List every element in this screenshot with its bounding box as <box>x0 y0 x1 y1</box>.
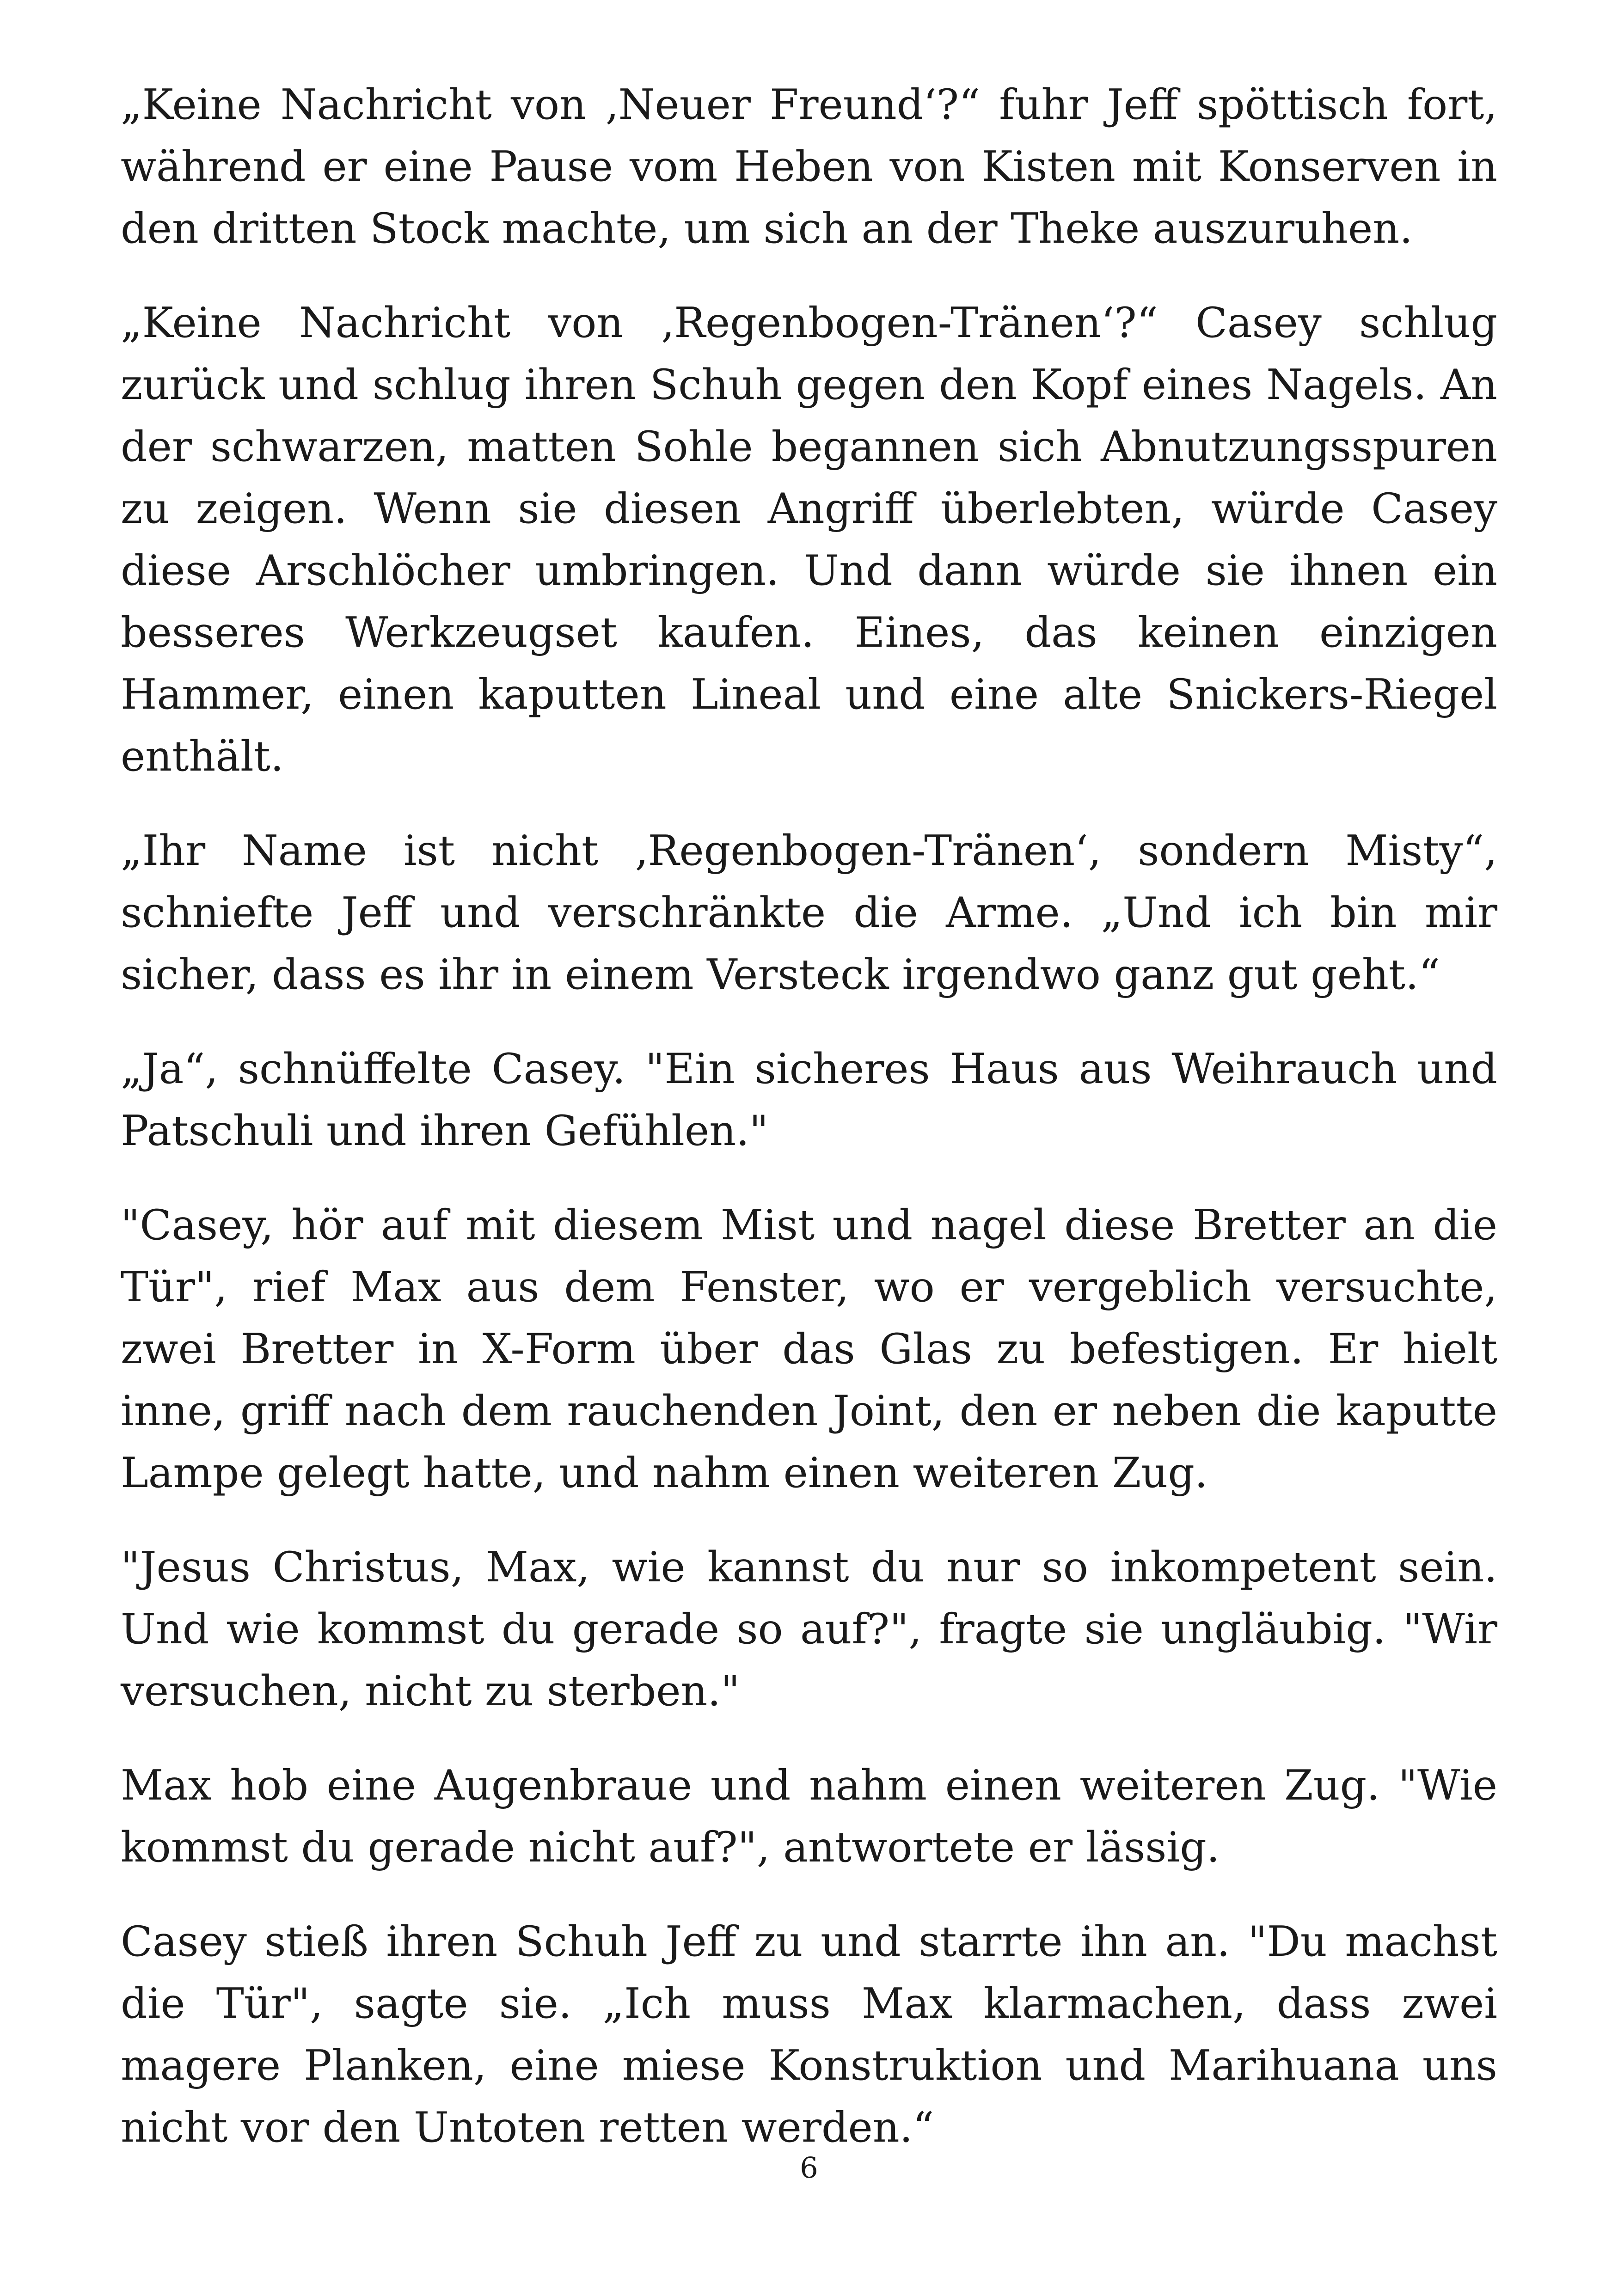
paragraph-4: „Ja“, schnüffelte Casey. "Ein sicheres Haus aus Weihrauch und Patschuli und ihren Gefühlen." <box>121 1045 1497 1155</box>
paragraph-8: Casey stieß ihren Schuh Jeff zu und starrte ihn an. "Du machst die Tür", sagte sie. „Ich muss Max klarmachen, dass zwei magere Planken, eine miese Konstruktion und Marihuana uns nicht vor den Untoten retten werden.“ <box>121 1917 1497 2152</box>
paragraph-3: „Ihr Name ist nicht ‚Regenbogen-Tränen‘, sondern Misty“, schniefte Jeff und verschränkte die Arme. „Und ich bin mir sicher, dass es ihr in einem Versteck irgendwo ganz gut geht.“ <box>121 827 1497 999</box>
paragraph-2: „Keine Nachricht von ‚Regenbogen-Tränen‘?“ Casey schlug zurück und schlug ihren Schuh gegen den Kopf eines Nagels. An der schwarzen, matten Sohle begannen sich Abnutzungsspuren zu zeigen. Wenn sie diesen Angriff überlebten, würde Casey diese Arschlöcher umbringen. Und dann würde sie ihnen ein besseres Werkzeugset kaufen. Eines, das keinen einzigen Hammer, einen kaputten Lineal und eine alte Snickers-Riegel enthält. <box>121 299 1497 781</box>
paragraph-6: "Jesus Christus, Max, wie kannst du nur so inkompetent sein. Und wie kommst du gerade so auf?", fragte sie ungläubig. "Wir versuchen, nicht zu sterben." <box>121 1543 1497 1715</box>
paragraph-5: "Casey, hör auf mit diesem Mist und nagel diese Bretter an die Tür", rief Max aus dem Fenster, wo er vergeblich versuchte, zwei Bretter in X-Form über das Glas zu befestigen. Er hielt inne, griff nach dem rauchenden Joint, den er neben die kaputte Lampe gelegt hatte, und nahm einen weiteren Zug. <box>121 1201 1497 1497</box>
paragraph-7: Max hob eine Augenbraue und nahm einen weiteren Zug. "Wie kommst du gerade nicht auf?", antwortete er lässig. <box>121 1761 1497 1872</box>
page-number: 6 <box>800 2151 818 2185</box>
paragraph-1: „Keine Nachricht von ‚Neuer Freund‘?“ fuhr Jeff spöttisch fort, während er eine Pause vom Heben von Kisten mit Konserven in den dritten Stock machte, um sich an der Theke auszuruhen. <box>121 80 1497 253</box>
body-text <box>121 74 1497 2191</box>
